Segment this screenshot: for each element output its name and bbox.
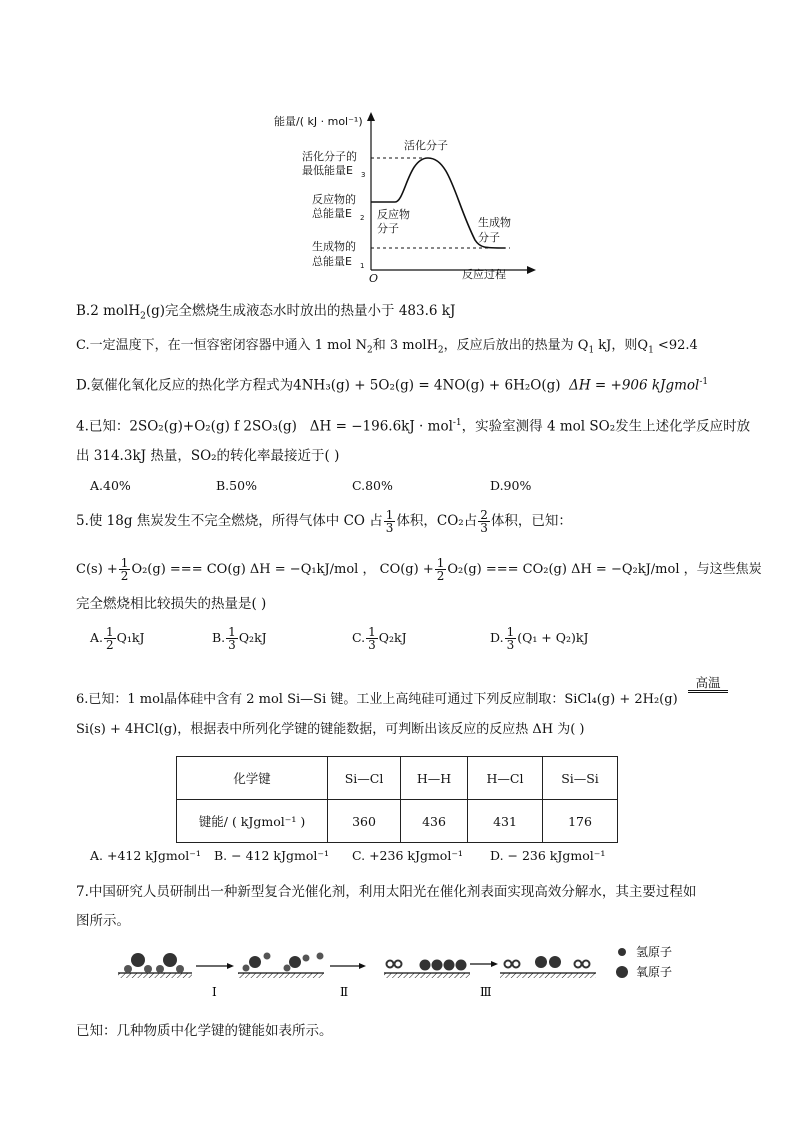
hydrogen-atom bbox=[317, 953, 324, 960]
arrowhead bbox=[491, 961, 498, 967]
q6-option-a[interactable]: A. +412 kJgmol⁻¹ bbox=[90, 848, 201, 863]
q5-text-a: 5.使 18g 焦炭发生不完全燃烧，所得气体中 CO 占 bbox=[76, 513, 383, 529]
product-label-1: 生成物 bbox=[478, 216, 511, 229]
q5-eq2-b: O₂(g) === CO₂(g) ΔH = −Q₂kJ/mol ，与这些焦炭 bbox=[447, 562, 762, 577]
photocatalysis-diagram bbox=[0, 940, 794, 1020]
e2-sub: 2 bbox=[360, 214, 365, 222]
q4-option-b[interactable]: B.50% bbox=[216, 478, 257, 493]
oxygen-atom bbox=[420, 960, 431, 971]
stage-label-3: Ⅲ bbox=[480, 985, 492, 999]
q7-footer: 已知：几种物质中化学键的键能如表所示。 bbox=[76, 1023, 333, 1039]
q3-d-sup: -1 bbox=[699, 377, 709, 387]
q4-option-c[interactable]: C.80% bbox=[352, 478, 393, 493]
oxygen-atom bbox=[535, 956, 547, 968]
oxygen-atom bbox=[289, 956, 301, 968]
e1-label-line2: 总能量E bbox=[312, 255, 352, 268]
e3-sub: 3 bbox=[361, 171, 366, 179]
q4-line1: 4.已知：2SO₂(g)+O₂(g) f 2SO₃(g) ΔH = −196.6kJ · mol$^{-1}$，实验室测得 4 mol SO₂发生上述化学反应时放 bbox=[76, 418, 751, 435]
energy-diagram bbox=[0, 0, 794, 290]
q4-line2: 出 314.3kJ 热量，SO₂的转化率最接近于( ) bbox=[76, 448, 340, 464]
q5-eq1-b: O₂(g) === CO(g) ΔH = −Q₁kJ/mol ， bbox=[131, 562, 376, 577]
reactant-label-1: 反应物 bbox=[377, 208, 410, 221]
table-row bbox=[177, 800, 618, 843]
q4-text: ，实验室测得 4 mol SO₂发生上述化学反应时放 bbox=[461, 418, 751, 435]
q5-eq2-half: $\frac{1}{2}$ bbox=[436, 556, 445, 583]
q3-option-c: C.一定温度下，在一恒容密闭容器中通入 1 mol $N_2$和 3 molH$_2$，反应后放出的热量为 $Q_1$ kJ，则$Q_1 <92.4$ bbox=[76, 338, 698, 356]
table-cell: 360 bbox=[328, 800, 401, 843]
q3-option-b: B.2 molH$_2$(g)完全燃烧生成液态水时放出的热量小于 483.6 kJ bbox=[76, 303, 456, 322]
q4-option-d[interactable]: D.90% bbox=[490, 478, 532, 493]
table-header-cell: Si—Si bbox=[543, 757, 618, 800]
q5-option-c[interactable]: C. $\frac{1}{3}$ Q₂kJ bbox=[352, 625, 407, 652]
q5-text-c: 体积，已知： bbox=[490, 513, 572, 529]
legend-hydrogen: 氢原子 bbox=[636, 945, 673, 959]
stage-label-2: Ⅱ bbox=[340, 985, 349, 999]
arrowhead bbox=[227, 963, 234, 969]
table-cell: 431 bbox=[468, 800, 543, 843]
x-axis-label: 反应过程 bbox=[462, 268, 506, 281]
e1-label-line1: 生成物的 bbox=[312, 240, 356, 253]
e3-label-line1: 活化分子的 bbox=[302, 150, 357, 163]
oxygen-atom bbox=[549, 956, 561, 968]
water-molecule bbox=[124, 953, 152, 973]
q3-c-e: <92.4 bbox=[653, 338, 698, 353]
table-header-cell: H—H bbox=[401, 757, 468, 800]
peak-label: 活化分子 bbox=[404, 139, 448, 152]
q4-prefix: 4.已知： bbox=[76, 418, 130, 435]
origin-label: O bbox=[369, 272, 379, 285]
q7-line2: 图所示。 bbox=[76, 913, 130, 929]
catalyst-surface bbox=[118, 973, 192, 978]
hydrogen-atom bbox=[303, 955, 310, 962]
q4-option-a[interactable]: A.40% bbox=[90, 478, 131, 493]
oxygen-atom bbox=[444, 960, 455, 971]
q6-line2: Si(s) + 4HCl(g)，根据表中所列化学键的键能数据，可判断出该反应的反应热 ΔH 为( ) bbox=[76, 722, 585, 737]
e2-label-line1: 反应物的 bbox=[312, 193, 356, 206]
q3-b-pre: B.2 molH bbox=[76, 303, 141, 319]
stage-label-1: Ⅰ bbox=[212, 985, 217, 999]
product-label-2: 分子 bbox=[478, 231, 500, 244]
q7-line1: 7.中国研究人员研制出一种新型复合光催化剂，利用太阳光在催化剂表面实现高效分解水，其主要过程如 bbox=[76, 884, 697, 900]
x-axis-arrow bbox=[527, 266, 536, 274]
q3-b-post: (g)完全燃烧生成液态水时放出的热量小于 483.6 kJ bbox=[145, 303, 456, 319]
e3-label-line2: 最低能量E bbox=[302, 164, 353, 177]
hydrogen-atom bbox=[284, 965, 291, 972]
q5-eq1-a: C(s) + bbox=[76, 562, 118, 577]
e1-sub: 1 bbox=[360, 262, 365, 270]
q3-c-b: 和 3 molH bbox=[372, 338, 438, 353]
q5-frac-2: $\frac{2}{3}$ bbox=[480, 508, 488, 535]
y-axis-label: 能量/( kJ · mol⁻¹) bbox=[274, 115, 363, 128]
q6-line1: 6.已知：1 mol晶体硅中含有 2 mol Si—Si 键。工业上高纯硅可通过下列反应制取：SiCl₄(g) + 2H₂(g) bbox=[76, 692, 678, 707]
hydrogen-molecule bbox=[575, 961, 590, 968]
water-molecule bbox=[156, 953, 184, 973]
q3-c-a: C.一定温度下，在一恒容密闭容器中通入 1 mol N bbox=[76, 338, 367, 353]
oxygen-atom bbox=[249, 956, 261, 968]
q5-line3: 完全燃烧相比较损失的热量是( ) bbox=[76, 596, 267, 612]
table-header-cell: 化学键 bbox=[177, 757, 328, 800]
hydrogen-legend-icon bbox=[618, 948, 626, 956]
reactant-label-2: 分子 bbox=[377, 222, 399, 235]
arrowhead bbox=[359, 963, 366, 969]
q5-text-b: 体积，CO₂占 bbox=[396, 513, 478, 529]
hydrogen-molecule bbox=[387, 961, 402, 968]
e2-label-line2: 总能量E bbox=[312, 207, 352, 220]
q6-option-d[interactable]: D. − 236 kJgmol⁻¹ bbox=[490, 848, 606, 863]
catalyst-surface bbox=[238, 973, 324, 978]
q5-option-a[interactable]: A. $\frac{1}{2}$ Q₁kJ bbox=[90, 625, 145, 652]
q5-eq2-a: CO(g) + bbox=[379, 562, 434, 577]
q4-equation: 2SO₂(g)+O₂(g) f 2SO₃(g) bbox=[129, 418, 297, 435]
hydrogen-atom bbox=[264, 953, 271, 960]
q6-option-b[interactable]: B. − 412 kJgmol⁻¹ bbox=[214, 848, 329, 863]
table-header-cell: H—Cl bbox=[468, 757, 543, 800]
q5-frac-1: $\frac{1}{3}$ bbox=[385, 508, 394, 535]
q3-c-c: ，反应后放出的热量为 Q bbox=[443, 338, 589, 353]
table-cell: 176 bbox=[543, 800, 618, 843]
hydrogen-molecule bbox=[505, 961, 520, 968]
oxygen-atom bbox=[432, 960, 443, 971]
catalyst-surface bbox=[384, 973, 470, 978]
q3-d-text: D.氨催化氧化反应的热化学方程式为 bbox=[76, 377, 294, 394]
q4-dh: ΔH = −196.6kJ · mol bbox=[309, 418, 453, 435]
q5-option-d[interactable]: D. $\frac{1}{3}$ (Q₁ + Q₂)kJ bbox=[490, 625, 589, 652]
table-header-cell: Si—Cl bbox=[328, 757, 401, 800]
q5-option-b[interactable]: B. $\frac{1}{3}$ Q₂kJ bbox=[212, 625, 267, 652]
table-header-row bbox=[177, 757, 618, 800]
catalyst-surface bbox=[500, 973, 596, 978]
y-axis-arrow bbox=[367, 112, 375, 121]
q5-equations bbox=[76, 557, 762, 582]
table-cell: 436 bbox=[401, 800, 468, 843]
q3-option-d bbox=[76, 372, 708, 396]
bond-energy-table bbox=[176, 756, 618, 843]
legend-oxygen: 氧原子 bbox=[636, 965, 673, 979]
hydrogen-atom bbox=[243, 965, 250, 972]
q5-line1 bbox=[76, 509, 572, 534]
oxygen-atom bbox=[456, 960, 467, 971]
q3-d-eq: 4NH₃(g) + 5O₂(g) = 4NO(g) + 6H₂O(g) bbox=[293, 377, 561, 394]
q3-d-dh: ΔH = +906 kJgmol bbox=[569, 377, 700, 394]
q3-c-d: kJ，则Q bbox=[594, 338, 649, 353]
q6-condition: 高温 bbox=[688, 676, 728, 693]
q6-option-c[interactable]: C. +236 kJgmol⁻¹ bbox=[352, 848, 463, 863]
oxygen-legend-icon bbox=[616, 966, 628, 978]
q5-eq1-half: $\frac{1}{2}$ bbox=[120, 556, 129, 583]
table-cell: 键能/ ( kJgmol⁻¹ ) bbox=[177, 800, 328, 843]
